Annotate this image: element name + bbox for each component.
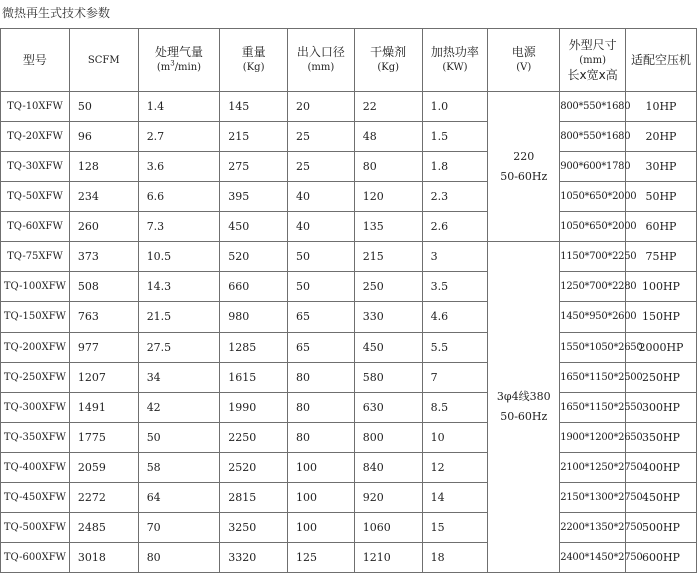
cell-dimensions: 800*550*1680: [560, 92, 626, 122]
header-weight: 重量 (Kg): [220, 29, 288, 92]
cell-capacity: 1.4: [138, 92, 220, 122]
cell-scfm: 234: [69, 182, 138, 212]
cell-dimensions: 2200*1350*2750: [560, 512, 626, 542]
cell-port: 100: [288, 512, 355, 542]
cell-compressor: 500HP: [625, 512, 696, 542]
cell-capacity: 27.5: [138, 332, 220, 362]
cell-scfm: 50: [69, 92, 138, 122]
header-dimensions: 外型尺寸 (mm) 长x宽x高: [560, 29, 626, 92]
table-row: [1, 212, 697, 242]
cell-compressor: 50HP: [625, 182, 696, 212]
cell-scfm: 2272: [69, 482, 138, 512]
spec-table: [0, 28, 697, 573]
cell-model: TQ-75XFW: [1, 242, 70, 272]
cell-model: TQ-30XFW: [1, 152, 70, 182]
cell-scfm: 2485: [69, 512, 138, 542]
cell-port: 100: [288, 482, 355, 512]
cell-model: TQ-500XFW: [1, 512, 70, 542]
cell-weight: 1615: [220, 362, 288, 392]
cell-heating: 4.6: [422, 302, 488, 332]
cell-dimensions: 900*600*1780: [560, 152, 626, 182]
table-row: [1, 512, 697, 542]
cell-dimensions: 2150*1300*2750: [560, 482, 626, 512]
cell-scfm: 96: [69, 122, 138, 152]
cell-desiccant: 22: [354, 92, 422, 122]
cell-model: TQ-10XFW: [1, 92, 70, 122]
header-capacity: 处理气量 $(m^3/\min)$: [138, 29, 220, 92]
cell-compressor: 60HP: [625, 212, 696, 242]
header-row: [1, 29, 697, 92]
cell-dimensions: 1650*1150*2550: [560, 392, 626, 422]
cell-dimensions: 1050*650*2000: [560, 182, 626, 212]
cell-desiccant: 920: [354, 482, 422, 512]
cell-compressor: 2000HP: [625, 332, 696, 362]
table-row: [1, 152, 697, 182]
cell-capacity: 42: [138, 392, 220, 422]
cell-weight: 215: [220, 122, 288, 152]
page-title: 微热再生式技术参数: [2, 6, 111, 20]
cell-port: 100: [288, 452, 355, 482]
cell-capacity: 34: [138, 362, 220, 392]
cell-dimensions: 1650*1150*2500: [560, 362, 626, 392]
cell-scfm: 977: [69, 332, 138, 362]
cell-model: TQ-350XFW: [1, 422, 70, 452]
cell-scfm: 373: [69, 242, 138, 272]
cell-compressor: 150HP: [625, 302, 696, 332]
cell-desiccant: 135: [354, 212, 422, 242]
cell-weight: 145: [220, 92, 288, 122]
cell-weight: 395: [220, 182, 288, 212]
cell-dimensions: 1450*950*2600: [560, 302, 626, 332]
cell-model: TQ-600XFW: [1, 542, 70, 572]
table-row: [1, 272, 697, 302]
cell-heating: 5.5: [422, 332, 488, 362]
cell-heating: 1.8: [422, 152, 488, 182]
cell-weight: 1990: [220, 392, 288, 422]
cell-capacity: 2.7: [138, 122, 220, 152]
cell-compressor: 450HP: [625, 482, 696, 512]
cell-weight: 3250: [220, 512, 288, 542]
cell-model: TQ-250XFW: [1, 362, 70, 392]
cell-capacity: 14.3: [138, 272, 220, 302]
cell-desiccant: 630: [354, 392, 422, 422]
cell-capacity: 10.5: [138, 242, 220, 272]
cell-desiccant: 120: [354, 182, 422, 212]
header-scfm: SCFM: [69, 29, 138, 92]
cell-dimensions: 1550*1050*2650: [560, 332, 626, 362]
cell-port: 65: [288, 302, 355, 332]
cell-power-supply: 3φ4线380 50-60Hz: [488, 242, 560, 573]
cell-dimensions: 800*550*1680: [560, 122, 626, 152]
cell-heating: 3.5: [422, 272, 488, 302]
cell-model: TQ-200XFW: [1, 332, 70, 362]
table-row: [1, 422, 697, 452]
cell-weight: 980: [220, 302, 288, 332]
cell-port: 80: [288, 362, 355, 392]
cell-weight: 1285: [220, 332, 288, 362]
cell-dimensions: 2100*1250*2750: [560, 452, 626, 482]
cell-desiccant: 215: [354, 242, 422, 272]
cell-capacity: 80: [138, 542, 220, 572]
cell-capacity: 64: [138, 482, 220, 512]
cell-capacity: 21.5: [138, 302, 220, 332]
cell-heating: 1.0: [422, 92, 488, 122]
cell-scfm: 763: [69, 302, 138, 332]
cell-port: 50: [288, 272, 355, 302]
cell-desiccant: 80: [354, 152, 422, 182]
cell-port: 80: [288, 392, 355, 422]
header-model: 型号: [1, 29, 70, 92]
cell-compressor: 75HP: [625, 242, 696, 272]
cell-capacity: 3.6: [138, 152, 220, 182]
cell-compressor: 250HP: [625, 362, 696, 392]
cell-desiccant: 250: [354, 272, 422, 302]
cell-weight: 2520: [220, 452, 288, 482]
cell-model: TQ-50XFW: [1, 182, 70, 212]
table-row: [1, 92, 697, 122]
cell-weight: 2815: [220, 482, 288, 512]
cell-desiccant: 580: [354, 362, 422, 392]
cell-capacity: 58: [138, 452, 220, 482]
cell-model: TQ-20XFW: [1, 122, 70, 152]
header-compressor: 适配空压机: [625, 29, 696, 92]
header-power: 电源 (V): [488, 29, 560, 92]
cell-heating: 18: [422, 542, 488, 572]
table-row: [1, 542, 697, 572]
cell-dimensions: 1150*700*2250: [560, 242, 626, 272]
table-row: [1, 392, 697, 422]
cell-model: TQ-300XFW: [1, 392, 70, 422]
cell-heating: 7: [422, 362, 488, 392]
cell-desiccant: 800: [354, 422, 422, 452]
cell-scfm: 1775: [69, 422, 138, 452]
cell-capacity: 7.3: [138, 212, 220, 242]
cell-compressor: 400HP: [625, 452, 696, 482]
header-desiccant: 干燥剂 (Kg): [354, 29, 422, 92]
cell-compressor: 10HP: [625, 92, 696, 122]
cell-scfm: 508: [69, 272, 138, 302]
cell-heating: 10: [422, 422, 488, 452]
cell-scfm: 2059: [69, 452, 138, 482]
cell-dimensions: 1250*700*2280: [560, 272, 626, 302]
cell-weight: 660: [220, 272, 288, 302]
cell-port: 50: [288, 242, 355, 272]
cell-model: TQ-100XFW: [1, 272, 70, 302]
cell-weight: 275: [220, 152, 288, 182]
cell-port: 25: [288, 122, 355, 152]
cell-dimensions: 2400*1450*2750: [560, 542, 626, 572]
cell-desiccant: 450: [354, 332, 422, 362]
cell-port: 80: [288, 422, 355, 452]
cell-heating: 2.6: [422, 212, 488, 242]
cell-model: TQ-450XFW: [1, 482, 70, 512]
cell-weight: 520: [220, 242, 288, 272]
cell-desiccant: 48: [354, 122, 422, 152]
table-row: [1, 182, 697, 212]
cell-scfm: 1207: [69, 362, 138, 392]
cell-desiccant: 840: [354, 452, 422, 482]
cell-port: 125: [288, 542, 355, 572]
header-heating: 加热功率 (KW): [422, 29, 488, 92]
cell-capacity: 6.6: [138, 182, 220, 212]
cell-desiccant: 1210: [354, 542, 422, 572]
header-port: 出入口径 (mm): [288, 29, 355, 92]
cell-heating: 8.5: [422, 392, 488, 422]
cell-compressor: 20HP: [625, 122, 696, 152]
cell-port: 25: [288, 152, 355, 182]
table-row: [1, 332, 697, 362]
cell-dimensions: 1900*1200*2650: [560, 422, 626, 452]
table-row: [1, 302, 697, 332]
cell-dimensions: 1050*650*2000: [560, 212, 626, 242]
cell-port: 65: [288, 332, 355, 362]
cell-compressor: 600HP: [625, 542, 696, 572]
cell-weight: 2250: [220, 422, 288, 452]
cell-port: 20: [288, 92, 355, 122]
cell-heating: 2.3: [422, 182, 488, 212]
cell-desiccant: 330: [354, 302, 422, 332]
cell-desiccant: 1060: [354, 512, 422, 542]
cell-heating: 3: [422, 242, 488, 272]
cell-model: TQ-400XFW: [1, 452, 70, 482]
cell-compressor: 350HP: [625, 422, 696, 452]
cell-capacity: 70: [138, 512, 220, 542]
table-row: [1, 362, 697, 392]
cell-compressor: 30HP: [625, 152, 696, 182]
cell-port: 40: [288, 212, 355, 242]
cell-heating: 14: [422, 482, 488, 512]
cell-compressor: 300HP: [625, 392, 696, 422]
cell-compressor: 100HP: [625, 272, 696, 302]
cell-port: 40: [288, 182, 355, 212]
cell-model: TQ-150XFW: [1, 302, 70, 332]
cell-weight: 450: [220, 212, 288, 242]
cell-heating: 1.5: [422, 122, 488, 152]
cell-scfm: 128: [69, 152, 138, 182]
table-row: [1, 242, 697, 272]
cell-heating: 12: [422, 452, 488, 482]
cell-model: TQ-60XFW: [1, 212, 70, 242]
cell-scfm: 1491: [69, 392, 138, 422]
cell-weight: 3320: [220, 542, 288, 572]
table-row: [1, 482, 697, 512]
spec-body: [1, 92, 697, 573]
cell-power-supply: 220 50-60Hz: [488, 92, 560, 242]
table-row: [1, 452, 697, 482]
cell-scfm: 260: [69, 212, 138, 242]
cell-scfm: 3018: [69, 542, 138, 572]
cell-capacity: 50: [138, 422, 220, 452]
table-row: [1, 122, 697, 152]
cell-heating: 15: [422, 512, 488, 542]
